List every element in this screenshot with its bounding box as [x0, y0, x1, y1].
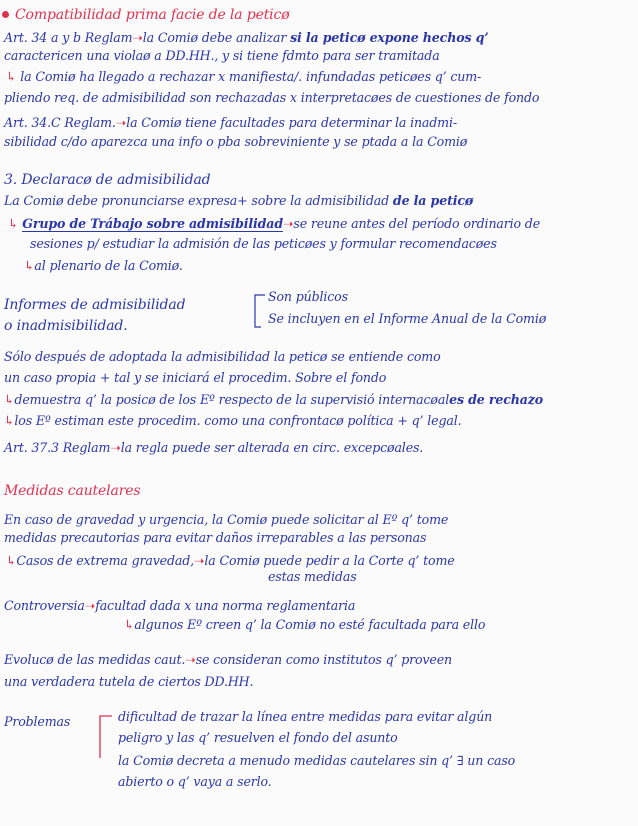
solo-line2: un caso propia + tal y se iniciará el procedim. Sobre el fondo	[4, 370, 387, 385]
controversia-line2: ↳algunos Eº creen q’ la Comiø no esté facultada para ello	[124, 617, 486, 632]
section1-line2: Art. 34 a y b Reglam➝la Comiø debe analizar si la peticø expone hechos q’	[4, 30, 489, 45]
arrow-icon: ➝	[115, 115, 127, 130]
medidas-heading: Medidas cautelares	[4, 483, 141, 499]
medidas-line3: ↳Casos de extrema gravedad,➝la Comiø puede pedir a la Corte q’ tome	[6, 553, 455, 568]
section1-line6: Art. 34.C Reglam.➝la Comiø tiene facultades para determinar la inadmi-	[4, 115, 457, 130]
corner-arrow-icon: ↳	[24, 258, 35, 273]
problemas-line1: dificultad de trazar la línea entre medidas para evitar algún	[118, 709, 493, 724]
art373-line: Art. 37.3 Reglam➝la regla puede ser alterada en circ. excepcøales.	[4, 440, 424, 455]
solo-line1: Sólo después de adoptada la admisibilidad la peticø se entiende como	[4, 349, 441, 364]
section3-line4: ↳al plenario de la Comiø.	[24, 258, 183, 273]
informes-publicos: Son públicos	[268, 289, 348, 304]
bullet-icon	[2, 11, 9, 18]
solo-line3: ↳demuestra q’ la posicø de los Eº respecto de la supervisió internacøales de rechazo	[4, 392, 544, 407]
arrow-icon: ➝	[194, 553, 205, 568]
arrow-icon: ➝	[132, 30, 143, 45]
problemas-label: Problemas	[4, 714, 71, 729]
medidas-line3-cont: estas medidas	[268, 569, 357, 584]
medidas-line2: medidas precautorias para evitar daños irreparables a las personas	[4, 530, 427, 545]
section3-heading: 3. Declaracø de admisibilidad	[4, 172, 211, 188]
evolucion-line1: Evolucø de las medidas caut.➝se consideran como institutos q’ proveen	[4, 652, 452, 667]
informes-line2: o inadmisibilidad.	[4, 318, 128, 334]
arrow-icon: ➝	[110, 440, 121, 455]
arrow-icon: ➝	[185, 652, 196, 667]
section3-line3: sesiones p/ estudiar la admisión de las peticøes y formular recomendacøes	[30, 236, 497, 251]
corner-arrow-icon: ↳	[124, 617, 135, 632]
problemas-line2: peligro y las q’ resuelven el fondo del asunto	[118, 730, 398, 745]
corner-arrow-icon: ↳	[4, 413, 15, 428]
section1-line4: ↳ la Comiø ha llegado a rechazar x manifiesta/. infundadas peticøes q’ cum-	[6, 69, 482, 84]
corner-arrow-icon: ↳	[4, 392, 15, 407]
evolucion-line2: una verdadera tutela de ciertos DD.HH.	[4, 674, 254, 689]
corner-arrow-icon: ↳	[6, 553, 17, 568]
informes-incluyen: Se incluyen en el Informe Anual de la Comiø	[268, 311, 547, 326]
problemas-line4: abierto o q’ vaya a serlo.	[118, 774, 272, 789]
arrow-icon: ➝	[282, 216, 294, 231]
informes-line1: Informes de admisibilidad	[4, 297, 186, 313]
section3-line2: ↳ Grupo de Trábajo sobre admisibilidad➝se reune antes del período ordinario de	[8, 216, 541, 231]
controversia-line1: Controversia➝facultad dada x una norma reglamentaria	[4, 598, 356, 613]
problemas-line3: la Comiø decreta a menudo medidas cautelares sin q’ ∃ un caso	[118, 753, 516, 768]
section1-heading: Compatibilidad prima facie de la peticø	[2, 7, 289, 23]
section1-line5: pliendo req. de admisibilidad son rechazadas x interpretacøes de cuestiones de fondo	[4, 90, 540, 105]
corner-arrow-icon: ↳	[8, 216, 19, 231]
bracket-icon	[252, 293, 266, 329]
solo-line4: ↳los Eº estiman este procedim. como una confrontacø política + q’ legal.	[4, 413, 462, 428]
bracket-icon	[90, 712, 114, 760]
medidas-line1: En caso de gravedad y urgencia, la Comiø puede solicitar al Eº q’ tome	[4, 512, 449, 527]
section1-line3: caractericen una violaø a DD.HH., y si tiene fdmto para ser tramitada	[4, 48, 440, 63]
corner-arrow-icon: ↳	[6, 69, 17, 84]
section3-line1: La Comiø debe pronunciarse expresa+ sobre la admisibilidad de la peticø	[4, 193, 474, 208]
arrow-icon: ➝	[84, 598, 96, 613]
section1-line7: sibilidad c/do aparezca una info o pba sobreviniente y se ptada a la Comiø	[4, 134, 468, 149]
